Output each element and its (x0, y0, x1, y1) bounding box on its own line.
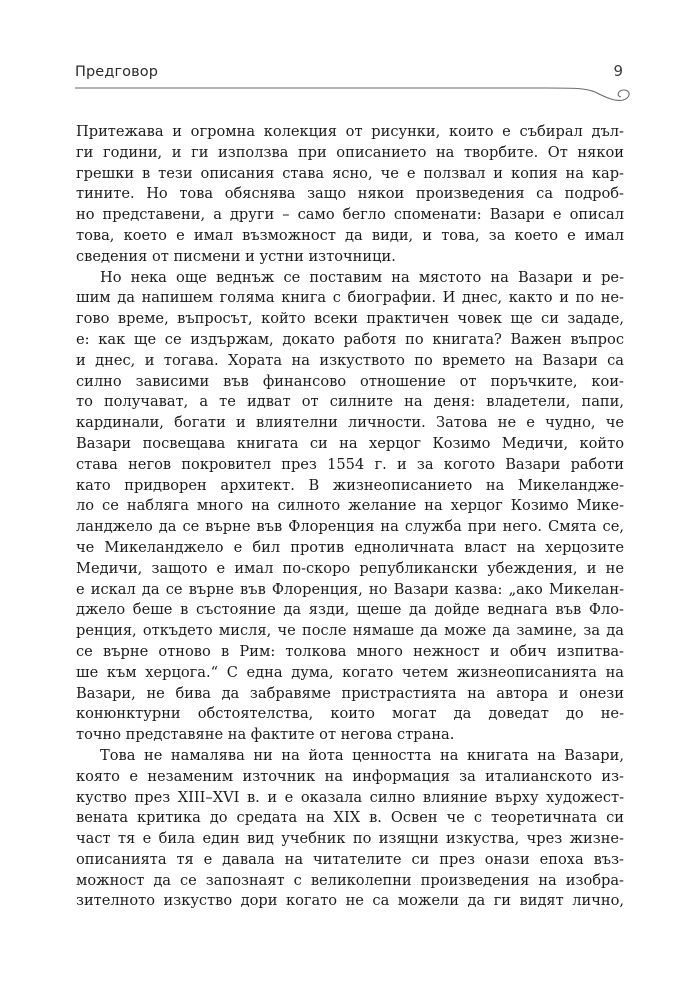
text-line: описанията тя е давала на читателите си през онази епоха въз- (76, 850, 624, 868)
text-line: е: как ще се издържам, докато работя по книгата? Важен въпрос (76, 330, 624, 348)
text-line: точно представяне на фактите от негова страна. (76, 726, 455, 744)
text-line: тините. Но това обяснява защо някои произведения са подроб- (76, 185, 624, 203)
text-line: Но нека още веднъж се поставим на мястото на Вазари и ре- (100, 268, 624, 286)
body-text (76, 122, 624, 912)
text-line: джело беше в състояние да язди, щеше да дойде веднага във Фло- (76, 601, 624, 619)
text-line: като придворен архитект. В жизнеописанието на Микеланджe- (76, 476, 624, 494)
text-line: и днес, и тогава. Хората на изкуството по времето на Вазари са (76, 351, 624, 369)
text-line: гово време, въпросът, който всеки практичен човек ще си зададе, (76, 310, 624, 328)
text-line: това, което е имал възможност да види, и това, за което е имал (76, 226, 624, 244)
text-line: става негов покровител през 1554 г. и за когото Вазари работи (76, 455, 624, 473)
text-line: сведения от писмени и устни източници. (76, 247, 396, 265)
text-line: шим да напишем голяма книга с биографии. И днес, както и по не- (76, 289, 624, 307)
text-line: конюнктурни обстоятелства, които могат да доведат до не- (76, 705, 624, 723)
text-line: силно зависими във финансово отношение от поръчките, кои- (76, 372, 624, 390)
text-line: ренция, откъдето мисля, че после нямаше да може да замине, за да (76, 622, 624, 640)
text-line: то получават, а те идват от силните на деня: владетели, папи, (76, 393, 624, 411)
text-line: кардинали, богати и влиятелни личности. Затова не е чудно, че (76, 414, 624, 432)
text-line: Медичи, защото е имал по-скоро републикански убеждения, и не (76, 559, 624, 577)
text-line: ло се набляга много на силното желание на херцог Козимо Мике- (76, 497, 624, 515)
header-flourish-rule (75, 84, 635, 106)
text-line: Вазари, не бива да забравяме пристрастията на автора и онези (76, 684, 624, 702)
text-line: ланджело да се върне във Флоренция на служба при него. Смята се, (76, 518, 624, 536)
text-line: Вазари посвещава книгата си на херцог Козимо Медичи, който (76, 434, 624, 452)
text-line: ги години, и ги използва при описанието на творбите. От някои (76, 143, 624, 161)
text-line: се върне отново в Рим: толкова много нежност и обич изпитва- (76, 642, 624, 660)
running-head (75, 62, 625, 86)
text-line: куство през XIII–XVI в. и е оказала силно влияние върху художест- (76, 788, 624, 806)
text-line: е искал да се върне във Флоренция, но Вазари казва: „ако Микелан- (76, 580, 624, 598)
text-line: можност да се запознаят с великолепни произведения на изобра- (76, 871, 624, 889)
text-line: вената критика до средата на XIX в. Освен че с теоретичната си (76, 809, 624, 827)
text-line: зителното изкуство дори когато не са можели да ги видят лично, (76, 892, 624, 910)
text-line: но представени, а други – само бегло споменати: Вазари е описал (76, 206, 624, 224)
text-line: че Микеланджело е бил против едноличната власт на херцозите (76, 538, 624, 556)
text-line: Притежава и огромна колекция от рисунки, които е събирал дъл- (76, 123, 624, 140)
text-line: част тя е била един вид учебник по изящни изкуства, чрез жизне- (76, 830, 624, 848)
text-line: грешки в тези описания става ясно, че е ползвал и копия на кар- (76, 164, 624, 182)
text-line: Това не намалява ни на йота ценността на книгата на Вазари, (100, 746, 624, 764)
running-title: Предговор (75, 64, 159, 80)
page-number: 9 (613, 62, 623, 80)
text-line: ше към херцога.“ С една дума, когато четем жизнеописанията на (76, 663, 624, 681)
text-line: която е незаменим източник на информация за италианското из- (76, 767, 624, 785)
